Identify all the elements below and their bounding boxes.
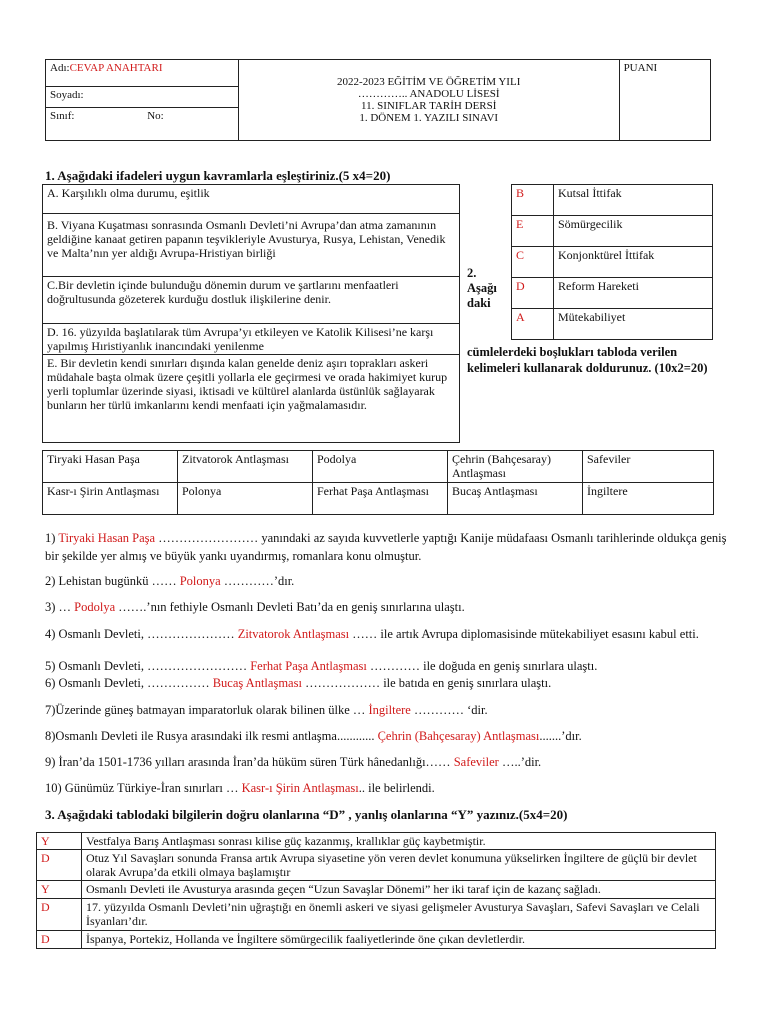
sentence-text: …….’nın fethiyle Osmanlı Devleti Batı’da en geniş sınırlarına ulaştı.	[115, 600, 465, 614]
answer-letter: D	[512, 278, 554, 309]
tf-answer: Y	[37, 833, 82, 850]
answer-term: Mütekabiliyet	[554, 309, 713, 340]
answer-letter: B	[512, 185, 554, 216]
sentence-text: ……………… ile batıda en geniş sınırlara ulaştı.	[301, 676, 552, 690]
sentence-text: 3) …	[45, 600, 75, 614]
sentence-9	[45, 754, 735, 770]
tf-statement: Vestfalya Barış Antlaşması sonrası kilise güç kazanmış, krallıklar güç kaybetmiştir.	[82, 833, 716, 850]
exam-title-cell	[238, 60, 619, 141]
q1-statements-table	[42, 184, 460, 443]
word-cell: Polonya	[178, 483, 313, 515]
word-cell: İngiltere	[583, 483, 714, 515]
sentence-10	[45, 780, 735, 796]
sentence-answer: Bucaş Antlaşması	[212, 676, 302, 690]
tf-statement: Osmanlı Devleti ile Avusturya arasında geçen “Uzun Savaşlar Dönemi” her iki taraf için de kazanç sağladı.	[82, 881, 716, 899]
sentence-answer: Tiryaki Hasan Paşa	[58, 531, 156, 545]
sentence-text: 2) Lehistan bugünkü ……	[45, 574, 180, 588]
q2-number: 2.	[467, 266, 477, 280]
sentence-6	[45, 675, 735, 691]
sentence-answer: İngiltere	[368, 703, 411, 717]
word-cell: Podolya	[313, 451, 448, 483]
statement-b: B. Viyana Kuşatması sonrasında Osmanlı Devleti’ni Avrupa’dan atma zamanının geldiğine kanaat getiren papanın teşvikleriyle Avusturya, Rusya, Lehistan, Venedik ve Malta’nın yer aldığı Avrupa-Hristiyan birliği	[43, 214, 460, 277]
name-cell	[46, 60, 239, 87]
word-cell: Çehrin (Bahçesaray) Antlaşması	[448, 451, 583, 483]
word-cell: Ferhat Paşa Antlaşması	[313, 483, 448, 515]
sentence-text: ………… ile doğuda en geniş sınırlara ulaştı.	[366, 659, 598, 673]
sentence-answer: Podolya	[74, 600, 116, 614]
no-label: No:	[147, 109, 164, 122]
exam-header	[45, 59, 711, 141]
sentence-answer: Ferhat Paşa Antlaşması	[250, 659, 367, 673]
sentence-answer: Polonya	[179, 574, 221, 588]
sentence-text: …………………… yanındaki az sayıda kuvvetlerle yaptığı Kanije müdafaası Osmanlı tarihlerinde oldukça geniş bir şekilde yer almış ve büyük yankı uyandırmış, romanlara konu olmuştur.	[45, 531, 727, 563]
tf-answer: D	[37, 899, 82, 931]
word-cell: Zitvatorok Antlaşması	[178, 451, 313, 483]
sentence-text: 1)	[45, 531, 59, 545]
statement-c: C.Bir devletin içinde bulunduğu dönemin durum ve şartlarını menfaatleri doğrultusunda gözeterek kurduğu dostluk ilişkilerine denir.	[43, 277, 460, 324]
tf-statement: İspanya, Portekiz, Hollanda ve İngiltere sömürgecilik faaliyetlerinde öne çıkan devletlerdir.	[82, 931, 716, 949]
surname-label: Soyadı:	[50, 89, 84, 102]
name-value: CEVAP ANAHTARI	[69, 62, 163, 74]
answer-term: Sömürgecilik	[554, 216, 713, 247]
name-label: Adı:	[50, 62, 70, 74]
tf-answer: D	[37, 931, 82, 949]
statement-e: E. Bir devletin kendi sınırları dışında kalan genelde deniz aşırı toprakları askeri müdahale başta olmak üzere çeşitli yollarla ele geçirmesi ve orada hakimiyet kurup yerli toplumlar üzerinde siyasi, iktisadi ve kültürel alanlarda üstünlük sağlayarak bunların her türlü imkanlarını kendi menfaati için yağmalamasıdır.	[43, 355, 460, 443]
sentence-text: 10) Günümüz Türkiye-İran sınırları …	[45, 781, 242, 795]
sentence-text: …………’dır.	[220, 574, 295, 588]
answer-term: Konjonktürel İttifak	[554, 247, 713, 278]
q1-answer-table	[511, 184, 713, 340]
class-label: Sınıf:	[50, 109, 75, 122]
q2-title: cümlelerdeki boşlukları tabloda verilen kelimeleri kullanarak doldurunuz. (10x2=20)	[467, 345, 708, 375]
q2-side-label	[467, 266, 497, 311]
sentence-1	[45, 529, 735, 565]
sentence-answer: Zitvatorok Antlaşması	[237, 627, 350, 641]
word-cell: Safeviler	[583, 451, 714, 483]
sentence-text: ………… ‘dir.	[410, 703, 488, 717]
sentence-text: 8)Osmanlı Devleti ile Rusya arasındaki ilk resmi antlaşma............	[45, 729, 378, 743]
sentence-answer: Çehrin (Bahçesaray) Antlaşması	[377, 729, 540, 743]
sentence-text: 7)Üzerinde güneş batmayan imparatorluk olarak bilinen ülke …	[45, 703, 369, 717]
q2-side-a: Aşağı	[467, 281, 497, 295]
q3-true-false-table	[36, 832, 716, 949]
sentence-text: 5) Osmanlı Devleti, ……………………	[45, 659, 251, 673]
sentence-text: …… ile artık Avrupa diplomasisinde mütekabiliyet esasını kabul etti.	[349, 627, 699, 641]
sentence-text: .......’dır.	[539, 729, 582, 743]
exam-name: 1. DÖNEM 1. YAZILI SINAVI	[359, 112, 499, 124]
answer-term: Reform Hareketi	[554, 278, 713, 309]
word-cell: Kasr-ı Şirin Antlaşması	[43, 483, 178, 515]
answer-letter: C	[512, 247, 554, 278]
statement-a: A. Karşılıklı olma durumu, eşitlik	[43, 185, 460, 214]
answer-term: Kutsal İttifak	[554, 185, 713, 216]
tf-answer: Y	[37, 881, 82, 899]
sentence-answer: Kasr-ı Şirin Antlaşması	[241, 781, 359, 795]
sentence-text: …..’dir.	[498, 755, 542, 769]
course-name: 11. SINIFLAR TARİH DERSİ	[361, 100, 497, 112]
tf-statement: 17. yüzyılda Osmanlı Devleti’nin uğraştığı en önemli askeri ve siyasi gelişmeler Avusturya Savaşları, Safevi Savaşları ve Celali İsyanları’dır.	[82, 899, 716, 931]
sentence-text: 9) İran’da 1501-1736 yılları arasında İran’da hüküm süren Türk hânedanlığı……	[45, 755, 454, 769]
word-cell: Tiryaki Hasan Paşa	[43, 451, 178, 483]
tf-statement: Otuz Yıl Savaşları sonunda Fransa artık Avrupa siyasetine yön veren devlet konumuna yükselirken İngiltere de güçlü bir devlet olarak Avrupa’da etkili olmaya başlamıştır	[82, 850, 716, 881]
answer-letter: A	[512, 309, 554, 340]
score-cell	[619, 60, 710, 141]
sentence-3	[45, 599, 735, 615]
sentence-7	[45, 702, 735, 718]
school-name: ………….. ANADOLU LİSESİ	[357, 88, 500, 100]
answer-letter: E	[512, 216, 554, 247]
class-cell	[46, 107, 239, 140]
sentence-4	[45, 626, 735, 642]
exam-year: 2022-2023 EĞİTİM VE ÖĞRETİM YILI	[337, 76, 521, 88]
sentence-2	[45, 573, 735, 589]
q1-title: 1. Aşağıdaki ifadeleri uygun kavramlarla eşleştiriniz.(5 x4=20)	[45, 168, 391, 183]
q3-title: 3. Aşağıdaki tablodaki bilgilerin doğru olanlarına “D” , yanlış olanlarına “Y” yazınız.(5x4=20)	[45, 807, 568, 822]
sentence-answer: Safeviler	[453, 755, 499, 769]
sentence-text: .. ile belirlendi.	[358, 781, 435, 795]
sentence-text: 4) Osmanlı Devleti, …………………	[45, 627, 238, 641]
word-cell: Bucaş Antlaşması	[448, 483, 583, 515]
surname-cell	[46, 87, 239, 107]
q2-word-table	[42, 450, 714, 515]
tf-answer: D	[37, 850, 82, 881]
sentence-5	[45, 658, 735, 674]
sentence-8	[45, 728, 735, 744]
sentence-text: 6) Osmanlı Devleti, ……………	[45, 676, 213, 690]
score-label: PUANI	[623, 62, 658, 74]
q2-side-b: daki	[467, 296, 491, 310]
statement-d: D. 16. yüzyılda başlatılarak tüm Avrupa’yı etkileyen ve Katolik Kilisesi’ne karşı yapılmış Hıristiyanlık inancındaki yenilenme	[43, 324, 460, 355]
